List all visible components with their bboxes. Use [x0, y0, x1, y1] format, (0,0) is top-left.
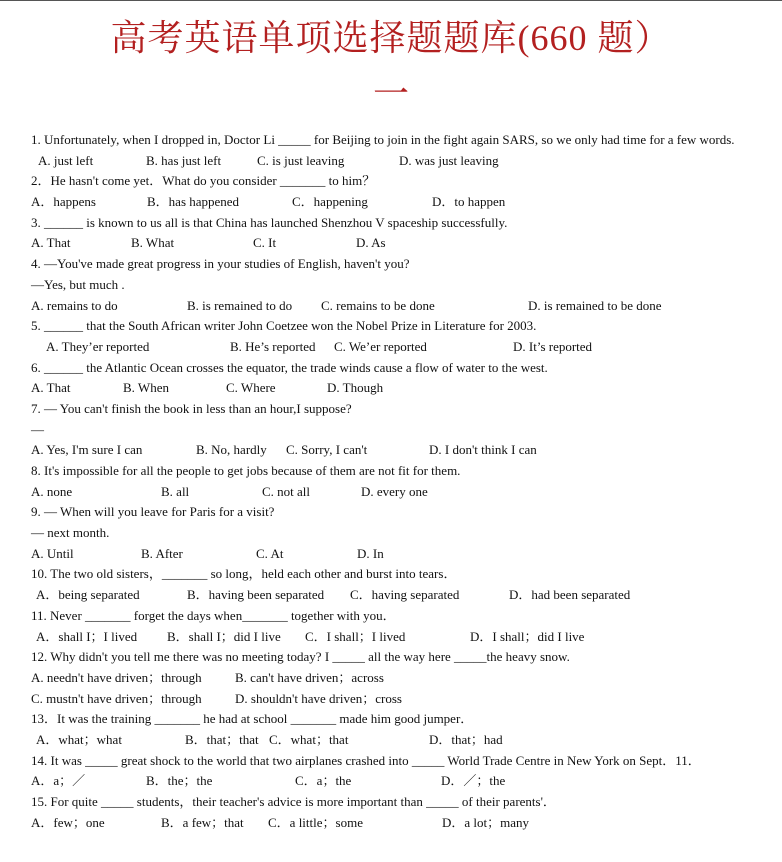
- answer-option: C．a little；some: [268, 814, 363, 830]
- question-text: 14. It was _____ great shock to the world that two airplanes crashed into _____ World Trade Centre in New York on Sept．11．: [31, 752, 701, 768]
- answer-options: [31, 482, 761, 503]
- answer-option: D．to happen: [432, 194, 506, 210]
- answer-option: A. none: [31, 483, 73, 499]
- answer-option: C. It: [253, 235, 277, 251]
- answer-option: D．a lot；many: [442, 814, 530, 830]
- answer-option: C. Where: [226, 380, 276, 396]
- answer-option: C．a；the: [295, 773, 352, 789]
- answer-option: A. needn't have driven；through: [31, 669, 202, 685]
- answer-option: A．few；one: [31, 814, 105, 830]
- question-text: 10. The two old sisters，_______ so long，held each other and burst into tears．: [31, 566, 457, 582]
- question-text: 2．He hasn't come yet．What do you consider _______ to him？: [31, 173, 376, 189]
- answer-option: A. Until: [31, 545, 74, 561]
- question-text: 7. — You can't finish the book in less than an hour,I suppose?: [31, 400, 352, 416]
- answer-option: C. We’er reported: [334, 338, 427, 354]
- question-text: —Yes, but much .: [31, 276, 125, 292]
- answer-option: D. was just leaving: [399, 152, 499, 168]
- answer-options: [31, 544, 761, 565]
- answer-option: A．what；what: [36, 731, 122, 747]
- question-list: [31, 130, 761, 833]
- section-number: 一: [372, 74, 409, 114]
- question-text: 6. ______ the Atlantic Ocean crosses the equator, the trade winds cause a flow of water to the west.: [31, 359, 548, 375]
- answer-option: D. As: [356, 235, 386, 251]
- answer-options: [31, 192, 761, 213]
- answer-option: B．having been separated: [187, 587, 325, 603]
- question-text: 4. —You've made great progress in your studies of English, haven't you?: [31, 256, 410, 272]
- answer-options: [31, 296, 761, 317]
- answer-options: [31, 689, 761, 710]
- answer-option: B．a few；that: [161, 814, 244, 830]
- answer-option: A. That: [31, 235, 71, 251]
- answer-option: B. can't have driven；across: [235, 669, 384, 685]
- answer-options: [31, 337, 761, 358]
- answer-option: C. remains to be done: [321, 297, 435, 313]
- answer-option: A. Yes, I'm sure I can: [31, 442, 143, 458]
- answer-option: D. every one: [361, 483, 428, 499]
- answer-option: D. It’s reported: [513, 338, 593, 354]
- question-text: 11. Never _______ forget the days when_______ together with you．: [31, 607, 396, 623]
- answer-option: C．what；that: [269, 731, 349, 747]
- answer-option: B. all: [161, 483, 190, 499]
- question-text: 12. Why didn't you tell me there was no meeting today? I _____ all the way here _____the heavy snow.: [31, 649, 570, 665]
- answer-option: A. They’er reported: [46, 338, 150, 354]
- answer-option: C．happening: [292, 194, 368, 210]
- answer-option: B．has happened: [147, 194, 240, 210]
- question-text: 5. ______ that the South African writer John Coetzee won the Nobel Prize in Literature for 2003.: [31, 318, 537, 334]
- answer-option: B. He’s reported: [230, 338, 316, 354]
- answer-option: C. mustn't have driven；through: [31, 690, 202, 706]
- answer-option: C. Sorry, I can't: [286, 442, 368, 458]
- answer-option: D. In: [357, 545, 384, 561]
- answer-option: C. At: [256, 545, 284, 561]
- page-title: 高考英语单项选择题题库(660 题）: [110, 18, 672, 58]
- answer-option: D．I shall；did I live: [470, 628, 585, 644]
- answer-option: B. has just left: [146, 152, 222, 168]
- answer-option: B. What: [131, 235, 175, 251]
- answer-option: A．shall I；I lived: [36, 628, 138, 644]
- answer-option: D. shouldn't have driven；cross: [235, 690, 402, 706]
- answer-option: C. is just leaving: [257, 152, 345, 168]
- answer-option: B. No, hardly: [196, 442, 267, 458]
- answer-options: [31, 668, 761, 689]
- answer-option: D. Though: [327, 380, 384, 396]
- answer-option: B. When: [123, 380, 169, 396]
- question-text: —: [31, 421, 44, 437]
- answer-option: A. That: [31, 380, 71, 396]
- answer-option: A. remains to do: [31, 297, 118, 313]
- top-rule: [0, 0, 782, 1]
- answer-options: [31, 627, 761, 648]
- answer-option: A. just left: [38, 152, 94, 168]
- answer-option: C．having separated: [350, 587, 460, 603]
- answer-options: [31, 771, 761, 792]
- answer-option: B．that；that: [185, 731, 259, 747]
- answer-options: [31, 378, 761, 399]
- answer-option: D．had been separated: [509, 587, 631, 603]
- answer-options: [31, 440, 761, 461]
- question-text: 15. For quite _____ students，their teacher's advice is more important than _____ of their parents'．: [31, 794, 556, 810]
- answer-option: C．I shall；I lived: [305, 628, 406, 644]
- answer-options: [31, 233, 761, 254]
- question-text: 3. ______ is known to us all is that China has launched Shenzhou V spaceship successfully.: [31, 214, 508, 230]
- answer-options: [31, 813, 761, 834]
- answer-option: A．happens: [31, 194, 96, 210]
- answer-option: D．／；the: [441, 773, 506, 789]
- answer-option: C. not all: [262, 483, 311, 499]
- question-text: 8. It's impossible for all the people to get jobs because of them are not fit for them.: [31, 463, 461, 479]
- answer-option: B. is remained to do: [187, 297, 293, 313]
- answer-option: A．being separated: [36, 587, 140, 603]
- answer-options: [31, 151, 761, 172]
- answer-option: B．the；the: [146, 773, 213, 789]
- answer-option: B．shall I；did I live: [167, 628, 281, 644]
- answer-option: D. I don't think I can: [429, 442, 537, 458]
- answer-option: D. is remained to be done: [528, 297, 662, 313]
- question-text: 13．It was the training _______ he had at school _______ made him good jumper．: [31, 711, 474, 727]
- question-text: — next month.: [31, 525, 110, 541]
- answer-options: [31, 585, 761, 606]
- answer-options: [31, 730, 761, 751]
- question-text: 1. Unfortunately, when I dropped in, Doctor Li _____ for Beijing to join in the fight again SARS, so we only had time for a few words.: [31, 132, 735, 147]
- answer-option: B. After: [141, 545, 183, 561]
- question-text: 9. — When will you leave for Paris for a visit?: [31, 504, 275, 520]
- answer-option: D．that；had: [429, 731, 503, 747]
- answer-option: A．a；／: [31, 773, 86, 789]
